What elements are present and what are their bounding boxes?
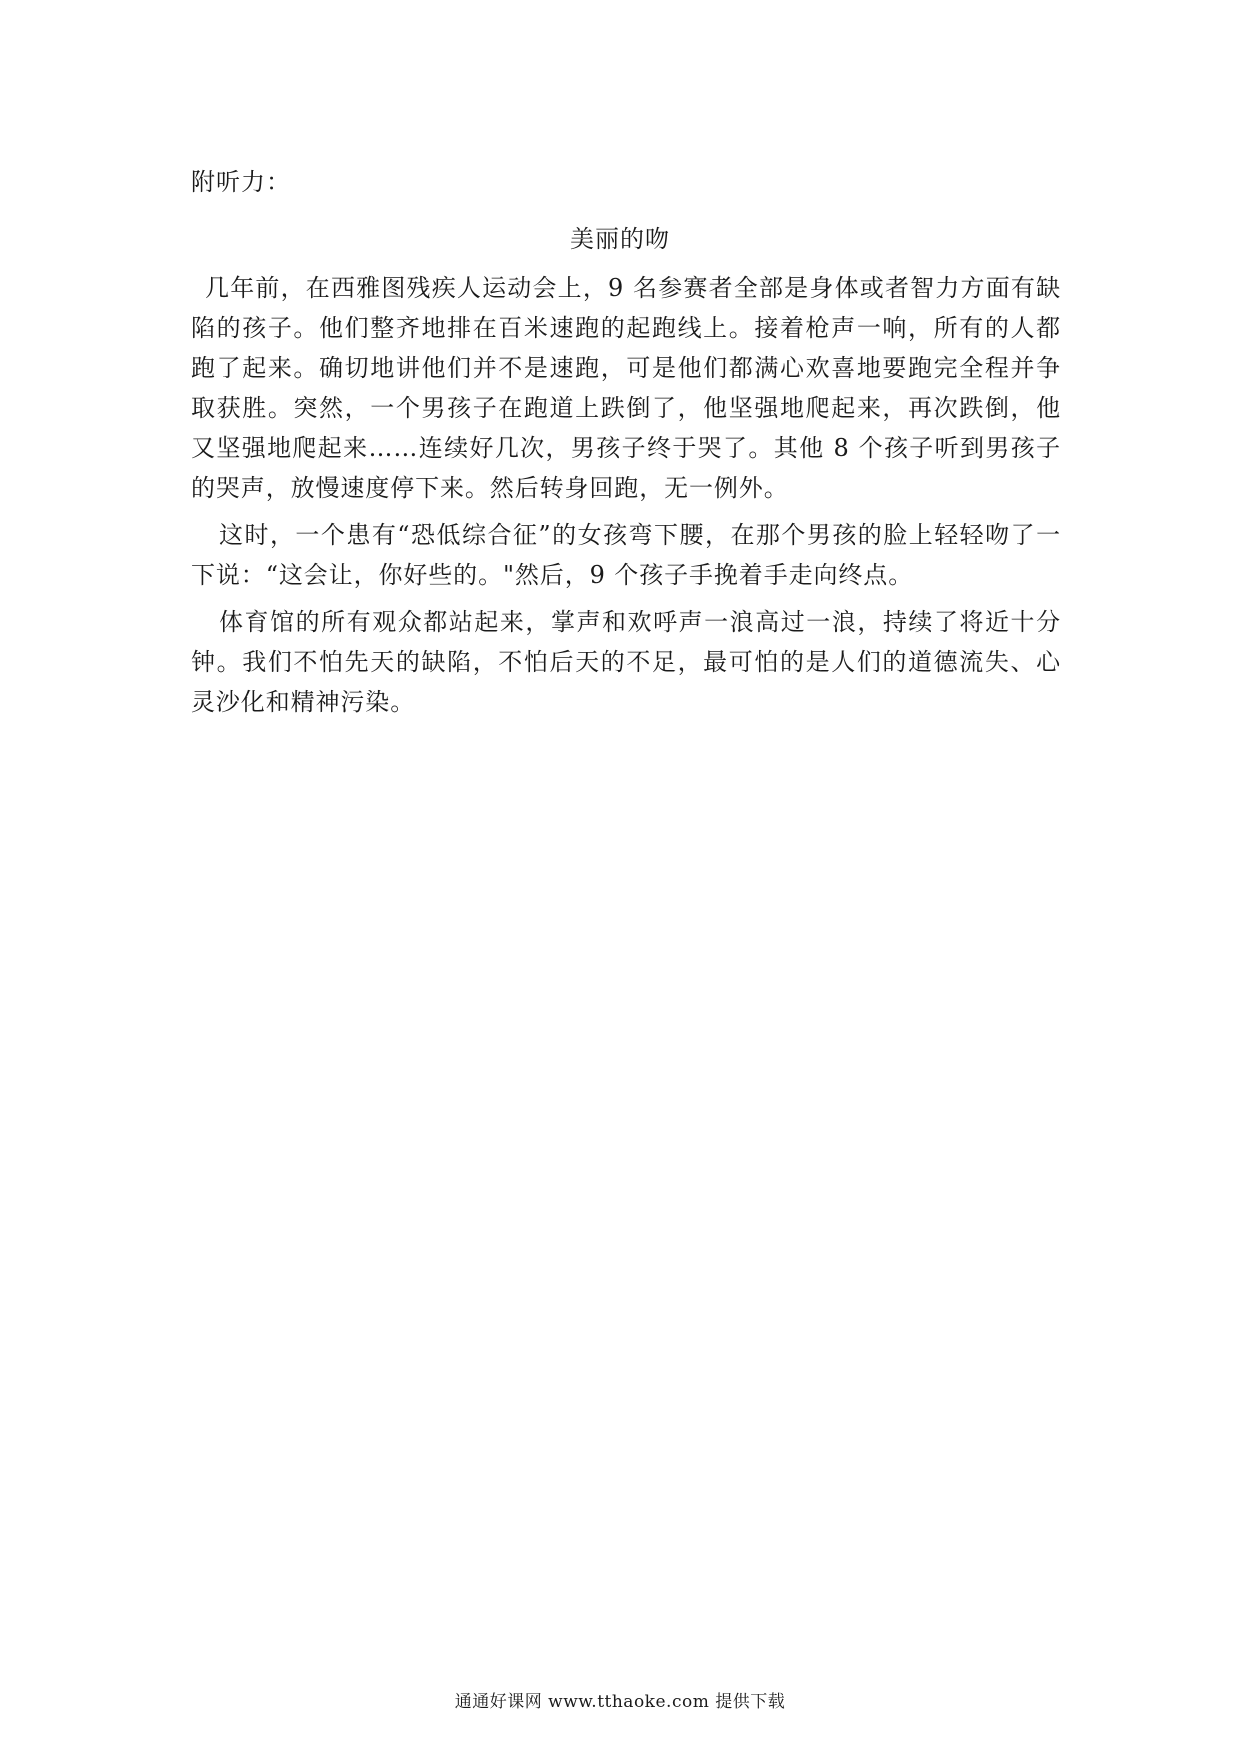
article-title: 美丽的吻: [570, 225, 670, 253]
article-body: [191, 268, 1061, 729]
paragraph-1: 几年前，在西雅图残疾人运动会上，9 名参赛者全部是身体或者智力方面有缺陷的孩子。他们整齐地排在百米速跑的起跑线上。接着枪声一响，所有的人都跑了起来。确切地讲他们并不是速跑，可是他们都满心欢喜地要跑完全程并争取获胜。突然，一个男孩子在跑道上跌倒了，他坚强地爬起来，再次跌倒，他又坚强地爬起来……连续好几次，男孩子终于哭了。其他 8 个孩子听到男孩子的哭声，放慢速度停下来。然后转身回跑，无一例外。: [191, 274, 1061, 502]
paragraph-3: 体育馆的所有观众都站起来，掌声和欢呼声一浪高过一浪，持续了将近十分钟。我们不怕先天的缺陷，不怕后天的不足，最可怕的是人们的道德流失、心灵沙化和精神污染。: [191, 608, 1061, 716]
section-heading: 附听力：: [191, 168, 291, 196]
paragraph-2: 这时，一个患有“恐低综合征”的女孩弯下腰，在那个男孩的脸上轻轻吻了一下说：“这会让，你好些的。"然后，9 个孩子手挽着手走向终点。: [191, 521, 1061, 589]
page-footer: 通通好课网 www.tthaoke.com 提供下载: [454, 1692, 786, 1712]
